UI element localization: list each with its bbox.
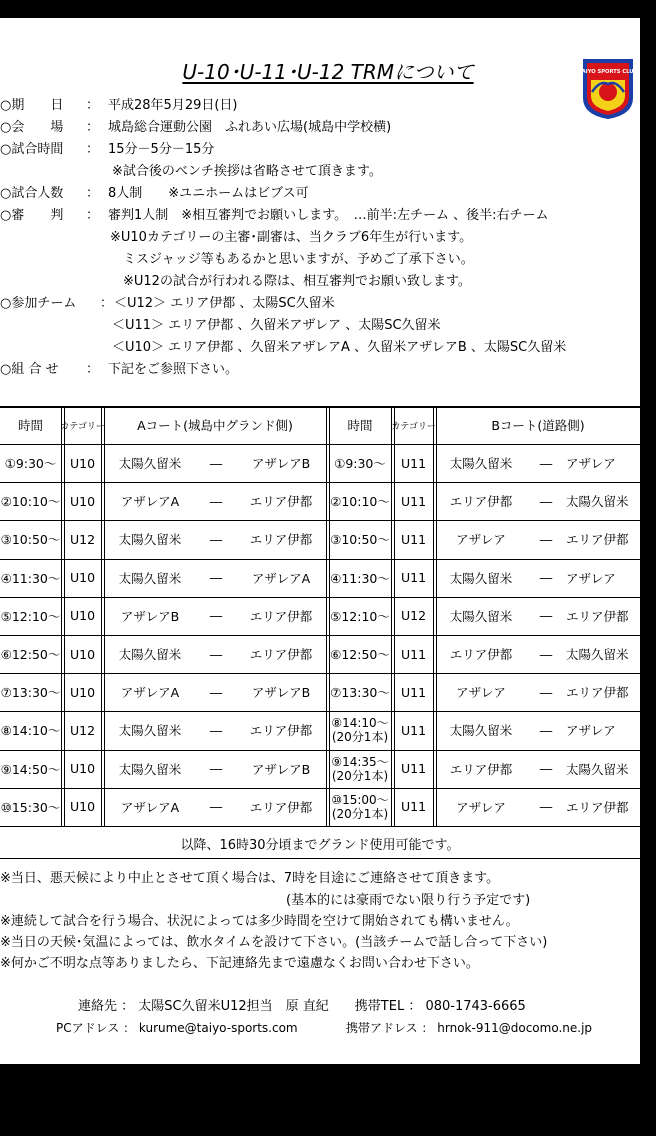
info-sep: ： [86,362,100,377]
a-versus: ― [209,570,223,586]
info-value: ※U12の試合が行われる際は、相互審判でお願い致します。 [110,274,471,289]
b-away-team: 太陽久留米 [566,761,629,777]
a-home-team: アザレアA [120,685,180,701]
page-title: U-10･U-11･U-12 TRMについて [182,60,474,84]
a-versus: ― [209,646,223,662]
note-line: ※連続して試合を行う場合、状況によっては多少時間を空けて開始されても構いません。 [0,914,519,929]
b-versus: ― [539,646,553,662]
b-home-team: 太陽久留米 [449,608,513,624]
a-home-team: 太陽久留米 [118,532,182,548]
a-away-team: エリア伊都 [249,723,313,739]
a-home-team: 太陽久留米 [118,456,182,472]
document-page [0,18,640,1064]
note-line: (基本的には豪雨でない限り行う予定です) [0,893,531,908]
b-time: ⑥12:50～ [330,647,390,663]
info-label: ○組 合 せ [0,362,59,377]
info-label: ○試合人数 [0,186,64,201]
b-time: ④11:30～ [330,570,390,586]
info-value: ＜U12＞ エリア伊都 、太陽SC久留米 [114,296,335,311]
a-category: U10 [69,493,96,509]
table-row [0,788,640,826]
info-value: 城島総合運動公園 ふれあい広場(城島中学校横) [108,120,392,135]
a-time: ⑤12:10～ [0,608,61,624]
b-home-team: アザレア [456,685,506,701]
table-row [0,597,640,635]
b-away-team: アザレア [566,570,616,586]
info-value: 下記をご参照下さい。 [108,362,239,377]
svg-text:TAIYO SPORTS CLUB: TAIYO SPORTS CLUB [578,69,638,75]
b-category: U11 [400,570,427,586]
b-away-team: エリア伊都 [566,532,629,548]
a-away-team: アザレアB [251,456,311,472]
info-sep: ： [86,186,100,201]
b-category: U11 [400,493,427,509]
info-value: ＜U10＞ エリア伊都 、久留米アザレアA 、久留米アザレアB 、太陽SC久留米 [112,340,567,355]
b-versus: ― [539,455,553,471]
a-away-team: アザレアB [251,761,311,777]
b-away-team: エリア伊都 [566,685,629,701]
a-home-team: 太陽久留米 [118,723,182,739]
b-home-team: 太陽久留米 [449,456,513,472]
a-time: ⑨14:50～ [0,761,61,777]
a-away-team: エリア伊都 [249,799,313,815]
a-away-team: エリア伊都 [249,608,313,624]
info-value: ※U10カテゴリーの主審･副審は、当クラブ6年生が行います。 [110,230,473,245]
a-time: ②10:10～ [0,494,61,510]
info-sep: ： [86,120,100,135]
a-category: U10 [69,455,96,471]
b-home-team: 太陽久留米 [449,723,513,739]
b-versus: ― [539,761,553,777]
a-versus: ― [209,455,223,471]
b-time: ⑦13:30～ [330,685,390,701]
info-label: ○期 日 [0,98,64,113]
table-row [0,520,640,558]
a-away-team: アザレアA [251,570,311,586]
b-home-team: エリア伊都 [449,647,513,663]
table-row [0,482,640,520]
a-versus: ― [209,684,223,700]
info-label: ○審 判 [0,208,64,223]
table-rule [0,858,640,859]
b-time-start: ⑨14:35～ [331,754,389,769]
note-line: ※当日、悪天候により中止とさせて頂く場合は、7時を目途にご連絡させて頂きます。 [0,871,500,886]
header-category-b: カテゴリー [391,421,436,432]
b-category: U11 [400,455,427,471]
a-category: U12 [69,531,96,547]
b-time [329,750,391,788]
a-time: ⑩15:30～ [0,799,61,815]
a-away-team: アザレアB [251,685,311,701]
a-category: U12 [69,722,96,738]
table-row [0,711,640,749]
a-category: U10 [69,646,96,662]
header-category-a: カテゴリー [60,421,105,432]
table-header [0,406,640,444]
a-home-team: アザレアB [120,608,180,624]
mobile-address: 携帯アドレス ： hrnok-911@docomo.ne.jp [346,1021,593,1035]
b-away-team: 太陽久留米 [566,494,629,510]
table-rule [0,826,640,827]
b-versus: ― [539,799,553,815]
info-sep: ： [86,208,100,223]
b-home-team: エリア伊都 [449,761,513,777]
a-category: U10 [69,761,96,777]
info-label: ○会 場 [0,120,64,135]
a-category: U10 [69,684,96,700]
b-time: ③10:50～ [330,532,390,548]
info-value: 平成28年5月29日(日) [108,98,238,113]
b-away-team: 太陽久留米 [566,647,629,663]
b-time: ⑤12:10～ [330,608,390,624]
contact-line: 連絡先 ： 太陽SC久留米U12担当 原 直紀 携帯TEL ： 080-1743-6665 [78,999,526,1014]
a-away-team: エリア伊都 [249,647,313,663]
b-category: U11 [400,684,427,700]
header-time-a: 時間 [17,418,43,433]
note-line: ※何かご不明な点等ありましたら、下記連絡先まで遠慮なくお問い合わせ下さい。 [0,956,479,971]
b-category: U11 [400,799,427,815]
a-versus: ― [209,608,223,624]
b-category: U11 [400,646,427,662]
b-category: U11 [400,531,427,547]
a-versus: ― [209,531,223,547]
a-time: ⑦13:30～ [0,685,61,701]
b-time-length: (20分1本) [331,806,389,821]
b-time-start: ⑩15:00～ [331,792,389,807]
b-category: U11 [400,761,427,777]
info-value: ミスジャッジ等もあるかと思いますが、予めご了承下さい。 [110,252,474,267]
a-home-team: アザレアA [120,494,180,510]
a-home-team: 太陽久留米 [118,647,182,663]
a-time: ⑧14:10～ [0,723,61,739]
b-home-team: アザレア [456,799,506,815]
b-home-team: 太陽久留米 [449,570,513,586]
b-versus: ― [539,570,553,586]
b-away-team: アザレア [566,456,616,472]
b-time [329,711,391,749]
table-row [0,559,640,597]
a-versus: ― [209,722,223,738]
b-away-team: エリア伊都 [566,799,629,815]
info-value: ※試合後のベンチ挨拶は省略させて頂きます。 [112,164,382,179]
b-category: U11 [400,722,427,738]
b-category: U12 [400,608,427,624]
pc-address: PCアドレス ： kurume@taiyo-sports.com [56,1021,298,1035]
b-time [329,788,391,826]
a-versus: ― [209,761,223,777]
a-home-team: 太陽久留米 [118,761,182,777]
table-row [0,673,640,711]
a-time: ①9:30～ [4,456,57,472]
info-value: 審判1人制 ※相互審判でお願いします。 …前半:左チーム 、後半:右チーム [108,208,549,223]
b-time-start: ⑧14:10～ [331,716,389,731]
b-home-team: アザレア [456,532,506,548]
club-logo-icon [578,58,638,120]
header-time-b: 時間 [347,418,373,433]
a-time: ⑥12:50～ [0,647,61,663]
b-versus: ― [539,531,553,547]
b-time: ②10:10～ [330,494,390,510]
a-category: U10 [69,608,96,624]
b-versus: ― [539,608,553,624]
a-time: ③10:50～ [0,532,61,548]
table-row [0,635,640,673]
a-versus: ― [209,493,223,509]
header-court-b: Bコート(道路側) [491,418,585,433]
table-row [0,444,640,482]
a-time: ④11:30～ [0,570,61,586]
info-label: ○試合時間 [0,142,64,157]
b-time-length: (20分1本) [331,768,389,783]
info-value: 8人制 ※ユニホームはビブス可 [108,186,309,201]
table-row [0,750,640,788]
b-time: ①9:30～ [334,456,386,472]
b-versus: ― [539,493,553,509]
a-category: U10 [69,799,96,815]
schedule-footer: 以降、16時30分頃までグランド使用可能です。 [180,838,460,853]
b-versus: ― [539,684,553,700]
a-away-team: エリア伊都 [249,532,313,548]
a-category: U10 [69,570,96,586]
info-sep: ： [86,98,100,113]
b-versus: ― [539,722,553,738]
a-away-team: エリア伊都 [249,494,313,510]
info-value: 15分－5分－15分 [108,142,215,157]
b-home-team: エリア伊都 [449,494,513,510]
info-value: ＜U11＞ エリア伊都 、久留米アザレア 、太陽SC久留米 [112,318,441,333]
b-away-team: アザレア [566,723,616,739]
info-label: ○参加チーム [0,296,77,311]
b-away-team: エリア伊都 [566,608,629,624]
note-line: ※当日の天候･気温によっては、飲水タイムを設けて下さい。(当該チームで話し合って下さい) [0,935,548,950]
a-home-team: アザレアA [120,799,180,815]
b-time-length: (20分1本) [331,730,389,745]
info-sep: ： [86,142,100,157]
info-sep: ： [100,296,114,311]
a-home-team: 太陽久留米 [118,570,182,586]
a-versus: ― [209,799,223,815]
header-court-a: Aコート(城島中グランド側) [137,418,293,433]
